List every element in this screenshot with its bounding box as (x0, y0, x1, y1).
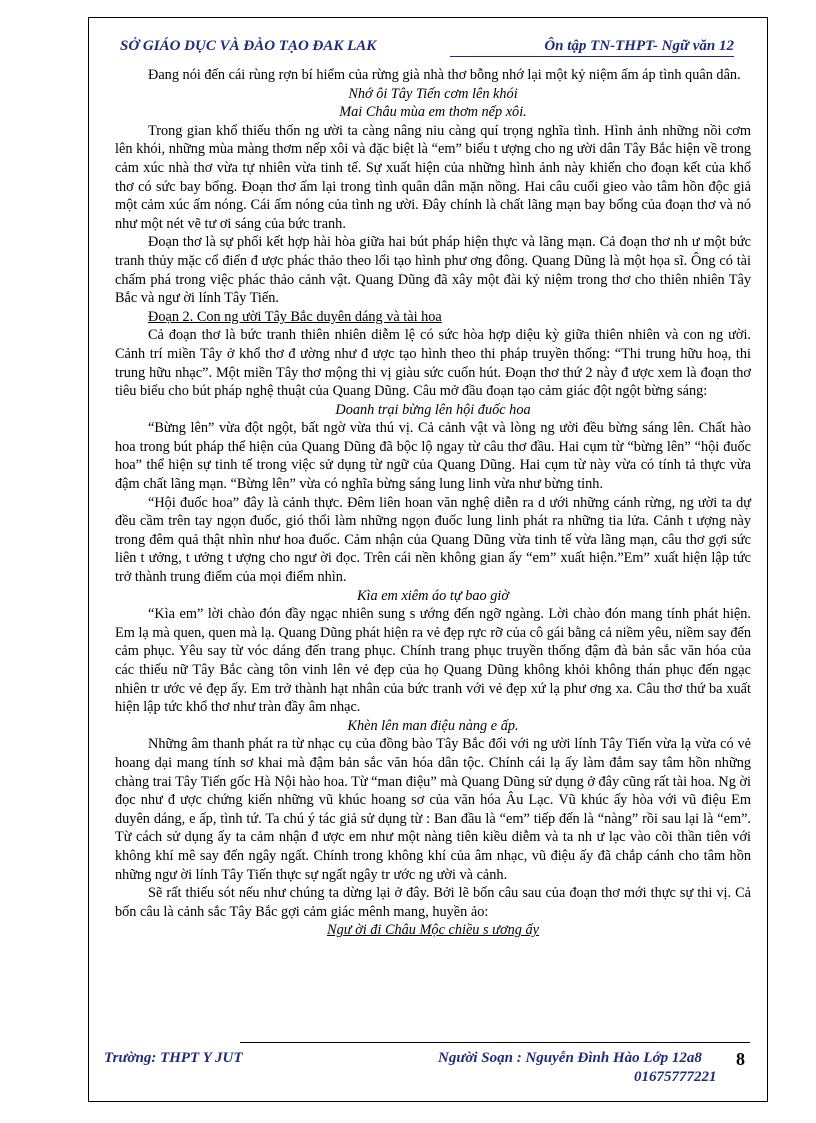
poem-line: Doanh trại bừng lên hội đuốc hoa (335, 401, 531, 418)
paragraph: “Bừng lên” vừa đột ngột, bất ngờ vừa thú vị. Cả cảnh vật và lòng ng ười đều bừng sáng lên. Chất hào hoa trong bút pháp thể hiện của Quang Dũng đã bộc lộ ngay từ câu thơ đầu. Hai cụm từ “bừng lên” “hội đuốc hoa” thể hiện sự tinh tế trong việc sử dụng từ ngữ của Quang Dũng. Hai cụm từ này vừa có tính tả thực vừa đậm chất lãng mạn. “Bừng lên” vừa có nghĩa bừng sáng lung linh vừa như bừng tỉnh. (115, 420, 751, 493)
poem-line: Ngư ời đi Châu Mộc chiều s ương ấy (327, 922, 539, 939)
footer-phone: 01675777221 (634, 1069, 717, 1085)
paragraph: Những âm thanh phát ra từ nhạc cụ của đồng bào Tây Bắc đối với ng ười lính Tây Tiến vừa lạ vừa có vẻ hoang dại mang tính sơ khai mà đậm bản sắc văn hóa dân tộc. Chính cái lạ ấy làm đắm say tâm hồn những chàng trai Tây Tiến gốc Hà Nội hào hoa. Từ “man điệu” mà Quang Dũng sử dụng ở đây cũng rất tài hoa. Ng ời đọc như đ ược chứng kiến những vũ khúc hoang sơ của văn hóa Âu Lạc. Vũ khúc ấy hòa với vũ điệu Em duyên dáng, e ấp, tình tứ. Ta chú ý tác giả sử dụng từ : Ban đầu là “em” tiếp đến là “nàng” rồi sau lại là “em”. Từ cách sử dụng ấy ta cảm nhận đ ược em như một nàng tiên kiều diễm và ta nh ư lạc vào cõi thần tiên với không khí mê say đến ngây ngất. Chính trong không khí của âm nhạc, vũ điệu ấy đã chắp cánh cho tâm hồn những ngư ời lính Tây Tiến thực sự ngất ngây tr ước ng ười và cảnh. (115, 736, 751, 883)
paragraph: Đang nói đến cái rùng rợn bí hiểm của rừng già nhà thơ bỗng nhớ lại một kỷ niệm ấm áp tình quân dân. (148, 67, 741, 83)
paragraph: “Hội đuốc hoa” đây là cảnh thực. Đêm liên hoan văn nghệ diễn ra d ưới những cánh rừng, ng ười ta dự đều cầm trên tay ngọn đuốc, gió thổi làm những ngọn đuốc lung linh phát ra những tia lửa. Cảnh t ượng này trong đêm quả thật nhìn như hoa đuốc. Cảm nhận của Quang Dũng vừa tinh tế vừa lãng mạn, câu thơ gợi sức liên t ưởng, t ưởng t ượng cho ngư ời đọc. Trên cái nền không gian ấy “em” xuất hiện.”Em” xuất hiện lập tức trở thành trung điểm của mọi điểm nhìn. (115, 494, 751, 586)
paragraph: Trong gian khổ thiếu thốn ng ười ta càng nâng niu càng quí trọng nghĩa tình. Hình ảnh những nồi cơm lên khói, những mùa màng thơm nếp xôi và đặc biệt là “em” biểu t ượng cho ng ười dân Tây Bắc hiện về trong cảm xúc nhà thơ vừa tự nhiên vừa tinh tế. Sự xuất hiện của những hình ảnh này khiến cho đoạn kết của khổ thơ có sức bay bổng. Đoạn thơ ấm lại trong tình quân dân mặn nồng. Hai câu cuối gieo vào tâm hồn độc giả một cảm xúc ấm nóng. Cái ấm nóng của tình ng ười. Đây chính là chất lãng mạn bay bổng của đoạn thơ và nó như một nét vẽ tư ơi sáng của bức tranh. (115, 122, 751, 232)
paragraph: “Kìa em” lời chào đón đầy ngạc nhiên sung s ướng đến ngỡ ngàng. Lời chào đón mang tính phát hiện. Em lạ mà quen, quen mà lạ. Quang Dũng phát hiện ra vẻ đẹp rực rỡ của cô gái bằng cả niềm yêu, niềm say đến cảm phục. Yêu say từ vóc dáng đến trang phục. Chính trang phục truyền thống đậm đà bản sắc văn hóa của các thiếu nữ Tây Bắc càng tôn vinh lên vẻ đẹp của họ Quang Dũng không khỏi không thán phục đến ngạc nhiên tr ước vẻ đẹp ấy. Em trở thành hạt nhân của bức tranh với vẻ đẹp xứ lạ phư ơng xa. Câu thơ thứ ba xuất hiện lập tức khổ thơ như tràn đầy âm nhạc. (115, 606, 751, 716)
footer-school: Trường: THPT Y JUT (104, 1050, 243, 1066)
page-number: 8 (736, 1049, 745, 1069)
poem-line: Nhớ ôi Tây Tiến cơm lên khói (348, 85, 518, 102)
paragraph: Đoạn thơ là sự phối kết hợp hài hòa giữa hai bút pháp hiện thực và lãng mạn. Cả đoạn thơ nh ư một bức tranh thủy mặc cổ điển đ ược phác thảo theo lối tạo hình phư ơng đông. Quang Dũng là một họa sĩ. Ông có tài chấm phá trong việc phác thảo cảnh vật. Quang Dũng đã xây một đài kỷ niệm trong thơ cho thiên nhiên Tây Bắc và ngư ời lính Tây Tiến. (115, 234, 751, 307)
paragraph: Cả đoạn thơ là bức tranh thiên nhiên diễm lệ có sức hòa hợp diệu kỳ giữa thiên nhiên và con ng ười. Cảnh trí miền Tây ở khổ thơ đ ường như đ ược tạo hình theo thi pháp truyền thống: “Thi trung hữu hoạ, thi trung hữu nhạc”. Một miền Tây thơ mộng thi vị giàu sức cuốn hút. Đoạn thơ thứ 2 này đ ược xem là đoạn thơ tiêu biểu cho bút pháp nghệ thuật của Quang Dũng. Câu mở đầu đoạn tạo cảm giác đột ngột bừng sáng: (115, 327, 751, 400)
header-subject: Ôn tập TN-THPT- Ngữ văn 12 (450, 38, 734, 57)
poem-line: Kìa em xiêm áo tự bao giờ (356, 587, 510, 604)
header-department: SỞ GIÁO DỤC VÀ ĐÀO TẠO ĐAK LAK (120, 38, 377, 54)
poem-line: Mai Châu mùa em thơm nếp xôi. (339, 104, 527, 121)
paragraph: Sẽ rất thiếu sót nếu như chúng ta dừng lại ở đây. Bởi lẽ bốn câu sau của đoạn thơ mới thực sự thi vị. Cả bốn câu là cảnh sắc Tây Bắc gợi cảm giác mênh mang, huyền ảo: (115, 885, 751, 920)
footer-divider (240, 1042, 750, 1043)
section-heading (115, 308, 751, 327)
footer-author: Người Soạn : Nguyễn Đình Hào Lớp 12a8 (438, 1050, 702, 1066)
poem-line: Khèn lên man điệu nàng e ấp. (347, 717, 519, 734)
document-body (115, 66, 751, 940)
section-heading-text: Đoạn 2. Con ng ười Tây Bắc duyên dáng và tài hoa (148, 308, 442, 325)
